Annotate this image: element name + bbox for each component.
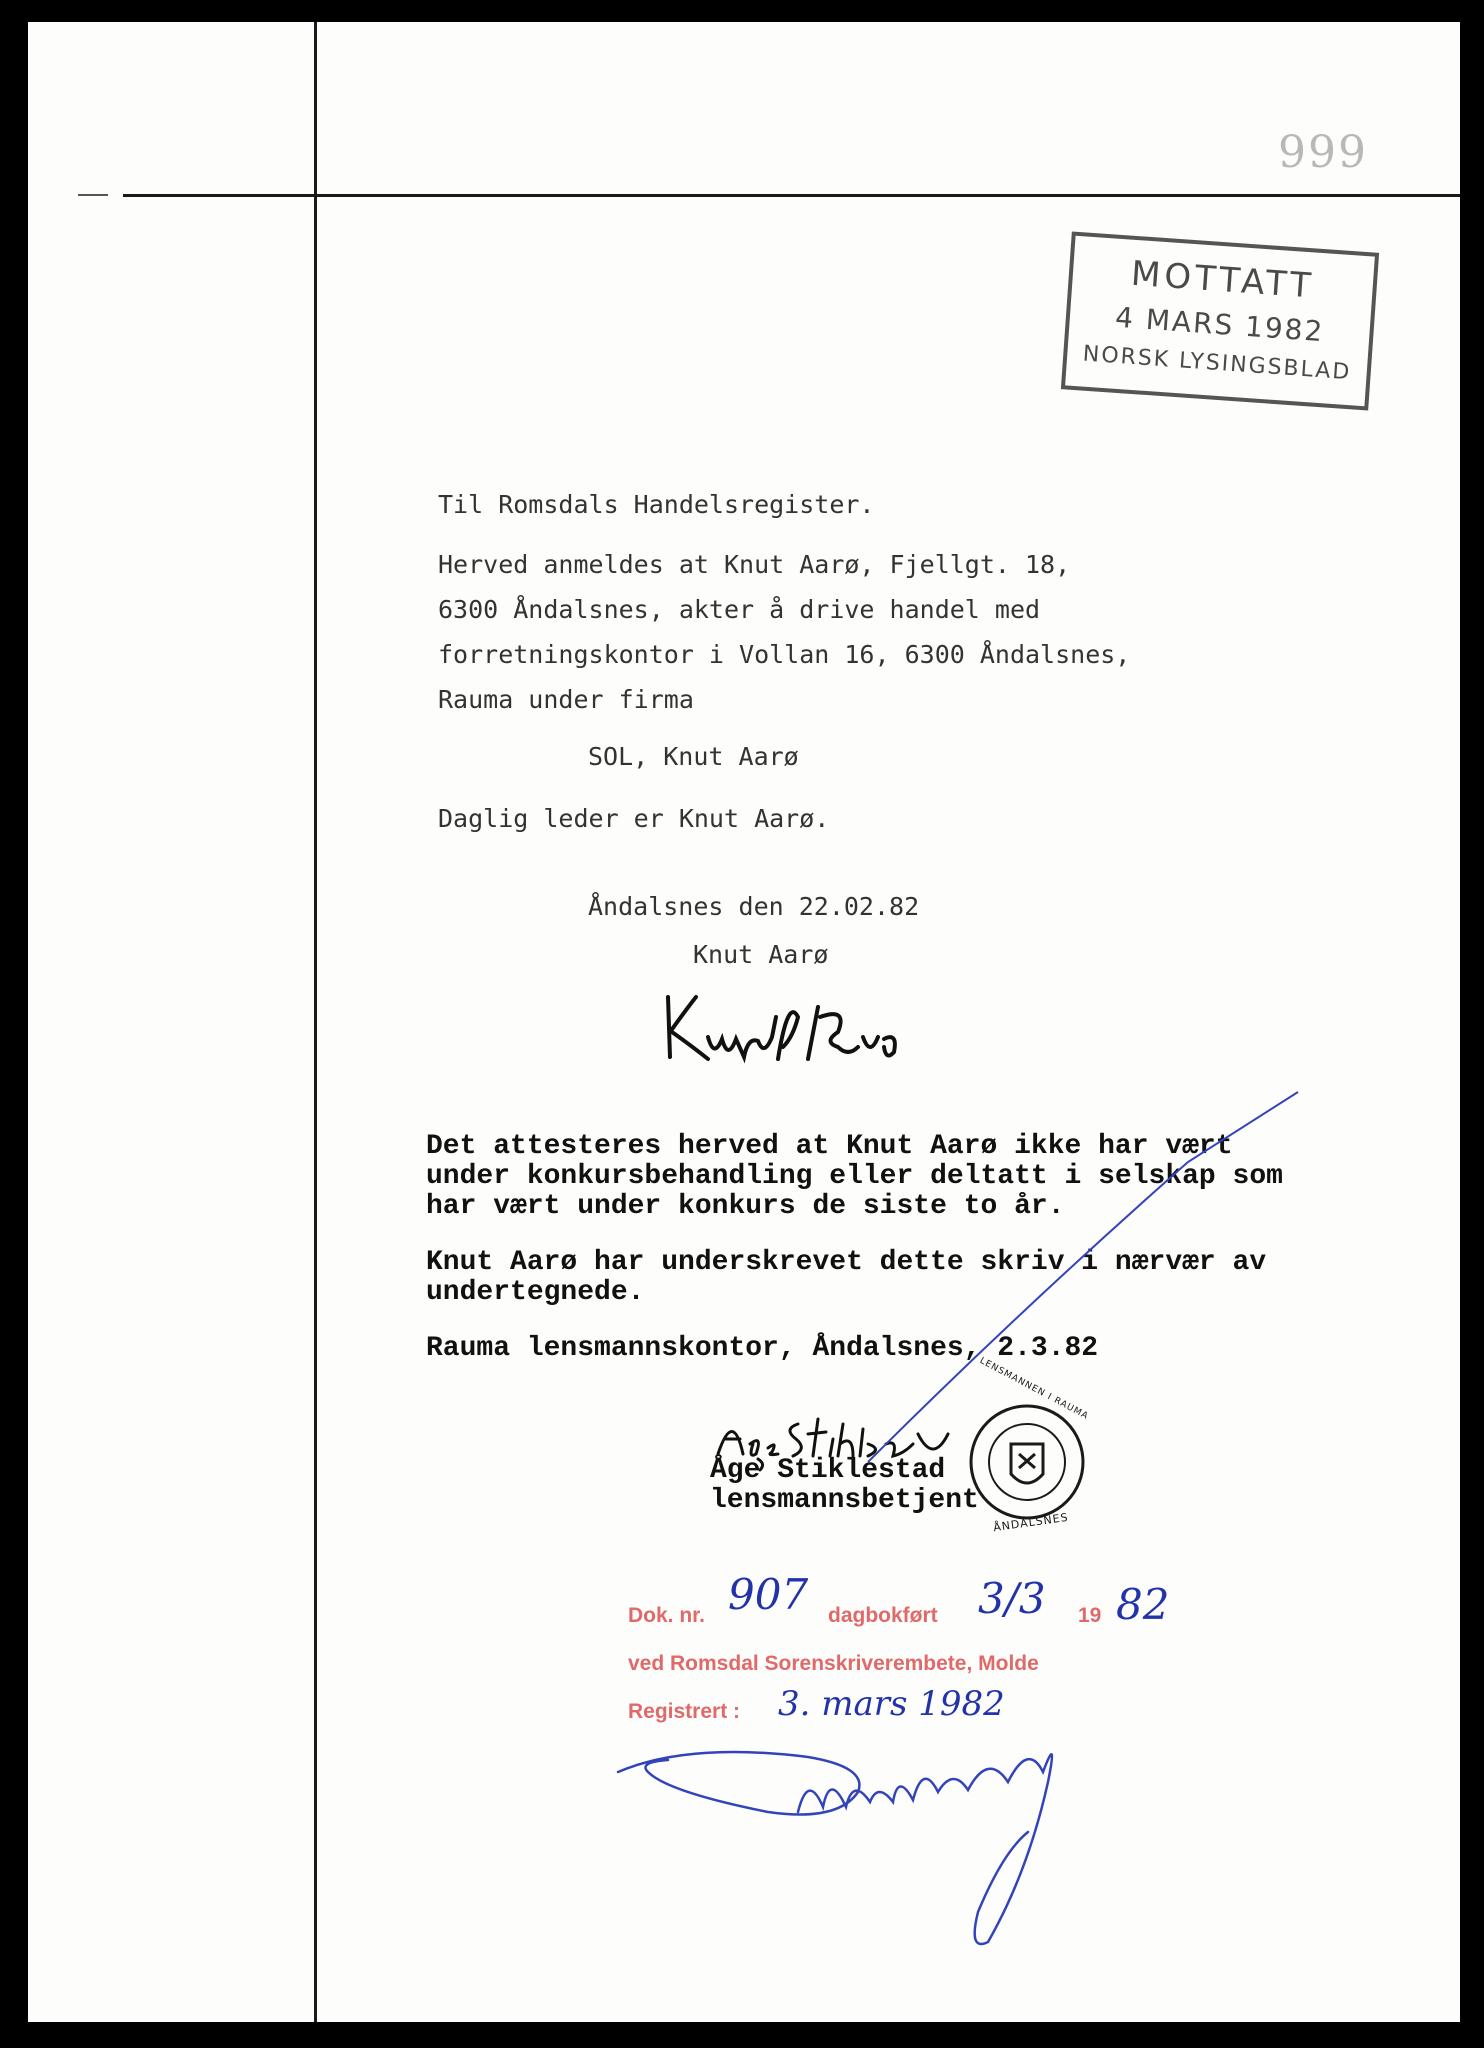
received-stamp — [1061, 231, 1379, 410]
manager-line: Daglig leder er Knut Aarø. — [438, 804, 830, 833]
attestation-line: har vært under konkurs de siste to år. — [426, 1191, 1065, 1222]
body-line: forretningskontor i Vollan 16, 6300 Åndalsnes, — [438, 640, 1131, 669]
margin-tick — [78, 194, 108, 196]
attestation-line: under konkursbehandling eller deltatt i selskap som — [426, 1161, 1283, 1192]
letter-signer: Knut Aarø — [693, 940, 829, 969]
seal-bottom-text: ÅNDALSNES — [992, 1510, 1070, 1535]
attestation-line: undertegnede. — [426, 1277, 645, 1308]
stamp-dok-nr: Dok. nr. — [628, 1604, 706, 1627]
attestation-place-date: Rauma lensmannskontor, Åndalsnes, 2.3.82 — [426, 1333, 1099, 1364]
body-line: 6300 Åndalsnes, akter å drive handel med — [438, 595, 1041, 624]
attestation-line: Knut Aarø har underskrevet dette skriv i nærvær av — [426, 1247, 1267, 1278]
stamp-year-prefix: 19 — [1078, 1604, 1102, 1627]
handwritten-year: 82 — [1116, 1580, 1170, 1629]
officer-title: lensmannsbetjent — [710, 1485, 979, 1516]
header-line — [123, 194, 1460, 197]
addressee: Til Romsdals Handelsregister. — [438, 490, 875, 519]
received-stamp-date: 4 MARS 1982 — [1114, 300, 1326, 349]
attestation-line: Det attesteres herved at Knut Aarø ikke har vært — [426, 1131, 1233, 1162]
received-stamp-title: MOTTATT — [1129, 253, 1317, 307]
letter-place-date: Åndalsnes den 22.02.82 — [588, 892, 920, 921]
registrar-signature — [608, 1712, 1128, 1962]
page-number-mark: 999 — [1278, 127, 1368, 178]
stamp-dagbokfort: dagbokført — [828, 1604, 938, 1627]
document-page — [28, 22, 1460, 2022]
margin-line — [314, 22, 317, 2022]
body-line: Rauma under firma — [438, 685, 694, 714]
stamp-registered: Registrert : — [628, 1700, 741, 1723]
stamp-office: ved Romsdal Sorenskriverembete, Molde — [628, 1652, 1039, 1675]
knut-aaro-signature — [648, 977, 928, 1087]
body-line: Herved anmeldes at Knut Aarø, Fjellgt. 18, — [438, 550, 1071, 579]
firm-name: SOL, Knut Aarø — [588, 742, 799, 771]
handwritten-date: 3/3 — [978, 1574, 1046, 1623]
diagonal-stroke — [858, 1072, 1318, 1472]
seal-text: LENSMANNEN I RAUMA — [977, 1355, 1091, 1423]
received-stamp-org: NORSK LYSINGSBLAD — [1081, 341, 1353, 386]
handwritten-registered: 3. mars 1982 — [778, 1684, 1005, 1724]
handwritten-dok-nr: 907 — [728, 1570, 809, 1619]
officer-name: Åge Stiklestad — [710, 1455, 946, 1486]
